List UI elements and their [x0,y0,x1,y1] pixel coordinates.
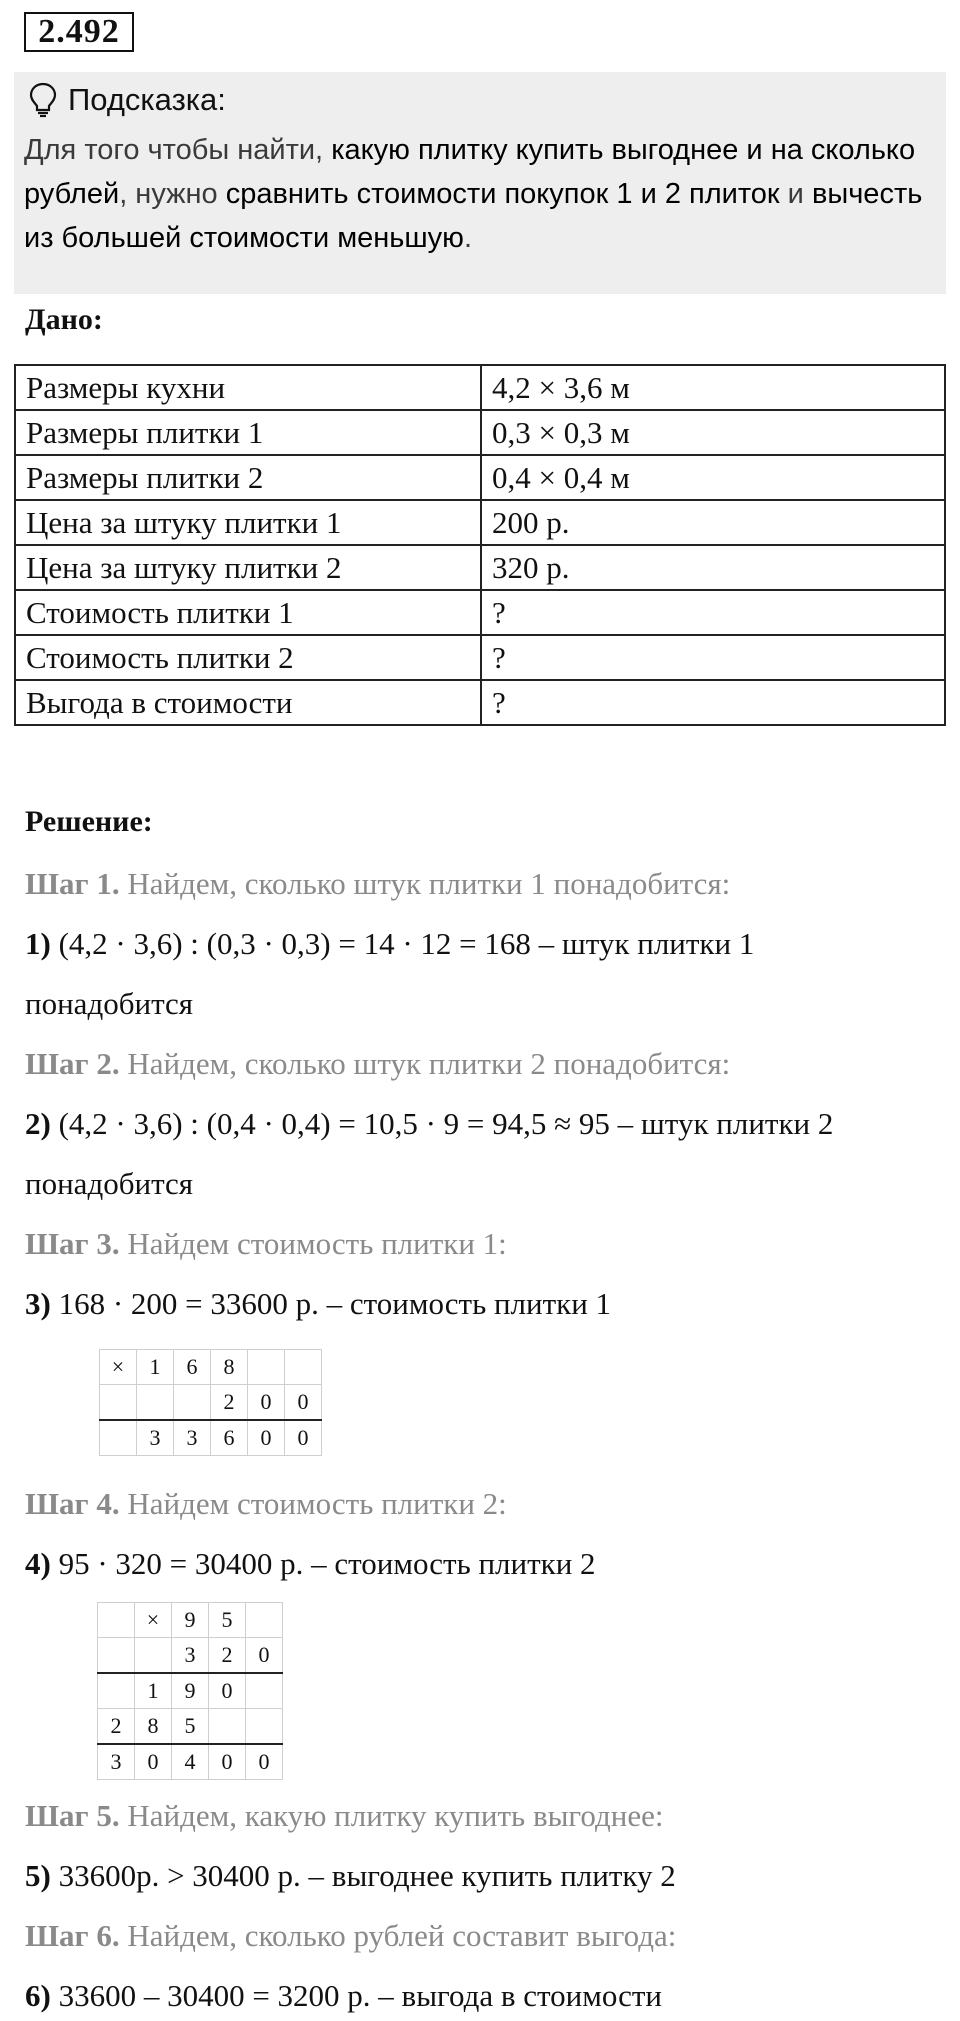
calc-6: 6) 33600 – 30400 = 3200 р. – выгода в стоимости [25,1978,663,2013]
lightbulb-icon [28,82,58,118]
problem-number: 2.492 [24,12,134,52]
table-row: Цена за штуку плитки 1 200 р. [15,500,945,545]
calc-2-cont: понадобится [25,1166,194,1201]
calc-1: 1) (4,2 · 3,6) : (0,3 · 0,3) = 14 · 12 = 168 – штук плитки 1 [25,926,755,961]
multiplication-grid-1: × 1 6 8 2 0 0 3 3 6 0 0 [99,1349,322,1456]
table-row: Размеры кухни 4,2 × 3,6 м [15,365,945,410]
table-row: Размеры плитки 2 0,4 × 0,4 м [15,455,945,500]
step-3: Шаг 3. Найдем стоимость плитки 1: [25,1226,507,1261]
step-5: Шаг 5. Найдем, какую плитку купить выгоднее: [25,1798,664,1833]
calc-5: 5) 33600р. > 30400 р. – выгоднее купить плитку 2 [25,1858,676,1893]
hint-header [28,80,226,120]
hint-title: Подсказка: [68,82,226,117]
table-row: Стоимость плитки 1 ? [15,590,945,635]
step-2: Шаг 2. Найдем, сколько штук плитки 2 понадобится: [25,1046,731,1081]
step-4: Шаг 4. Найдем стоимость плитки 2: [25,1486,507,1521]
step-6: Шаг 6. Найдем, сколько рублей составит выгода: [25,1918,677,1953]
solution-title: Решение: [25,805,153,838]
given-title: Дано: [25,303,103,336]
calc-1-cont: понадобится [25,986,194,1021]
given-table [14,364,946,726]
table-row: Выгода в стоимости ? [15,680,945,725]
calc-3: 3) 168 · 200 = 33600 р. – стоимость плитки 1 [25,1286,612,1321]
step-1: Шаг 1. Найдем, сколько штук плитки 1 понадобится: [25,866,731,901]
hint-text: Для того чтобы найти, какую плитку купить выгоднее и на сколько рублей, нужно сравнить стоимости покупок 1 и 2 плиток и вычесть из большей стоимости меньшую. [24,134,923,254]
calc-2: 2) (4,2 · 3,6) : (0,4 · 0,4) = 10,5 · 9 = 94,5 ≈ 95 – штук плитки 2 [25,1106,834,1141]
table-row: Стоимость плитки 2 ? [15,635,945,680]
calc-4: 4) 95 · 320 = 30400 р. – стоимость плитки 2 [25,1546,596,1581]
table-row: Цена за штуку плитки 2 320 р. [15,545,945,590]
multiplication-grid-2: × 9 5 3 2 0 1 9 0 2 8 5 3 0 4 0 0 [97,1602,283,1780]
table-row: Размеры плитки 1 0,3 × 0,3 м [15,410,945,455]
